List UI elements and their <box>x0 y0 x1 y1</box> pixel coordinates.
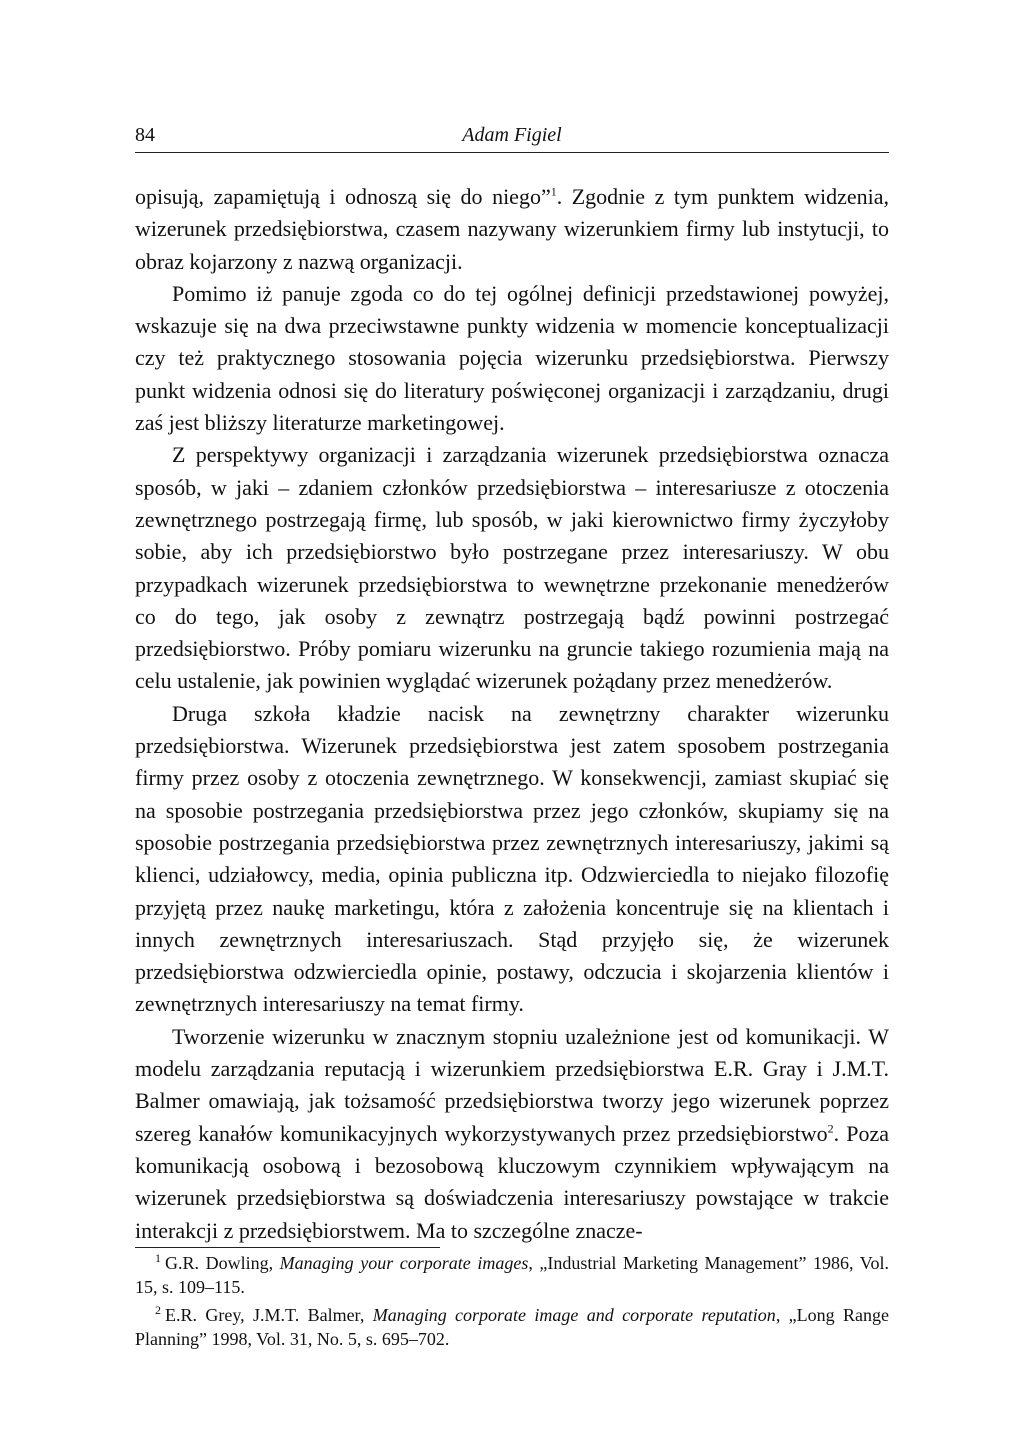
page-number: 84 <box>135 124 155 146</box>
paragraph-1-text-a: opisują, zapamiętują i odnoszą się do niego” <box>135 184 551 209</box>
footnote-2-number: 2 <box>155 1303 161 1317</box>
paragraph-5-text-b: . Poza komunikacją osobową i bezosobową kluczowym czynnikiem wpływającym na wizerunek przedsiębiorstwa są doświadczenia interesariuszy powstające w trakcie interakcji z przedsiębiorstwem. Ma to szczególne znacze- <box>135 1120 890 1243</box>
footnote-2 <box>135 1303 889 1351</box>
footnote-1-number: 1 <box>155 1251 161 1265</box>
running-title: Adam Figiel <box>462 124 562 146</box>
paragraph-4: Druga szkoła kładzie nacisk na zewnętrzny charakter wizerunku przedsiębiorstwa. Wizerunek przedsiębiorstwa jest zatem sposobem postrzegania firmy przez osoby z otoczenia zewnętrznego. W konsekwencji, zamiast skupiać się na sposobie postrzegania przedsiębiorstwa przez jego członków, skupiamy się na sposobie postrzegania przedsiębiorstwa przez zewnętrznych interesariuszy, jakimi są klienci, udziałowcy, media, opinia publiczna itp. Odzwierciedla to niejako filozofię przyjętą przez naukę marketingu, która z założenia koncentruje się na klientach i innych zewnętrznych interesariuszach. Stąd przyjęło się, że wizerunek przedsiębiorstwa odzwierciedla opinie, postawy, odczucia i skojarzenia klientów i zewnętrznych interesariuszy na temat firmy. <box>135 700 889 1017</box>
running-header <box>135 124 889 153</box>
footnote-1-rest: , „Industrial Marketing Management” 1986, Vol. 15, s. 109–115. <box>135 1253 889 1297</box>
footnote-1 <box>135 1251 889 1299</box>
book-page <box>135 0 889 1446</box>
footnote-ref-1: 1 <box>550 184 557 199</box>
footnote-separator <box>135 1247 440 1248</box>
paragraph-5-text-a: Tworzenie wizerunku w znacznym stopniu uzależnione jest od komunikacji. W modelu zarządzania reputacją i wizerunkiem przedsiębiorstwa E.R. Gray i J.M.T. Balmer omawiają, jak tożsamość przedsiębiorstwa tworzy jego wizerunek poprzez szereg kanałów komunikacyjnych wykorzystywanych przez przedsiębiorstwo <box>135 1023 889 1146</box>
paragraph-3: Z perspektywy organizacji i zarządzania wizerunek przedsiębiorstwa oznacza sposób, w jaki – zdaniem członków przedsiębiorstwa – interesariusze z otoczenia zewnętrznego postrzegają firmę, lub sposób, w jaki kierownictwo firmy życzyłoby sobie, aby ich przedsiębiorstwo było postrzegane przez interesariuszy. W obu przypadkach wizerunek przedsiębiorstwa to wewnętrzne przekonanie menedżerów co do tego, jak osoby z zewnątrz postrzegają bądź powinni postrzegać przedsiębiorstwo. Próby pomiaru wizerunku na gruncie takiego rozumienia mają na celu ustalenie, jak powinien wyglądać wizerunek pożądany przez menedżerów. <box>135 442 889 694</box>
paragraph-1 <box>135 181 889 278</box>
footnote-2-rest: , „Long Range Planning” 1998, Vol. 31, No. 5, s. 695–702. <box>135 1305 890 1349</box>
footnote-1-title: Managing your corporate images <box>279 1253 529 1273</box>
footnotes <box>135 1251 889 1355</box>
footnote-2-title: Managing corporate image and corporate reputation <box>372 1305 776 1325</box>
footnote-2-author: E.R. Grey, J.M.T. Balmer, <box>165 1305 373 1325</box>
paragraph-2: Pomimo iż panuje zgoda co do tej ogólnej definicji przedstawionej powyżej, wskazuje się na dwa przeciwstawne punkty widzenia w momencie konceptualizacji czy też praktycznego stosowania pojęcia wizerunku przedsiębiorstwa. Pierwszy punkt widzenia odnosi się do literatury poświęconej organizacji i zarządzaniu, drugi zaś jest bliższy literaturze marketingowej. <box>135 280 889 436</box>
paragraph-5 <box>135 1021 889 1247</box>
body-text <box>135 181 889 1247</box>
footnote-ref-2: 2 <box>827 1121 834 1136</box>
footnote-1-author: G.R. Dowling, <box>165 1253 280 1273</box>
paragraph-1-text-b: . Zgodnie z tym punktem widzenia, wizerunek przedsiębiorstwa, czasem nazywany wizerunkiem firmy lub instytucji, to obraz kojarzony z nazwą organizacji. <box>135 184 890 274</box>
